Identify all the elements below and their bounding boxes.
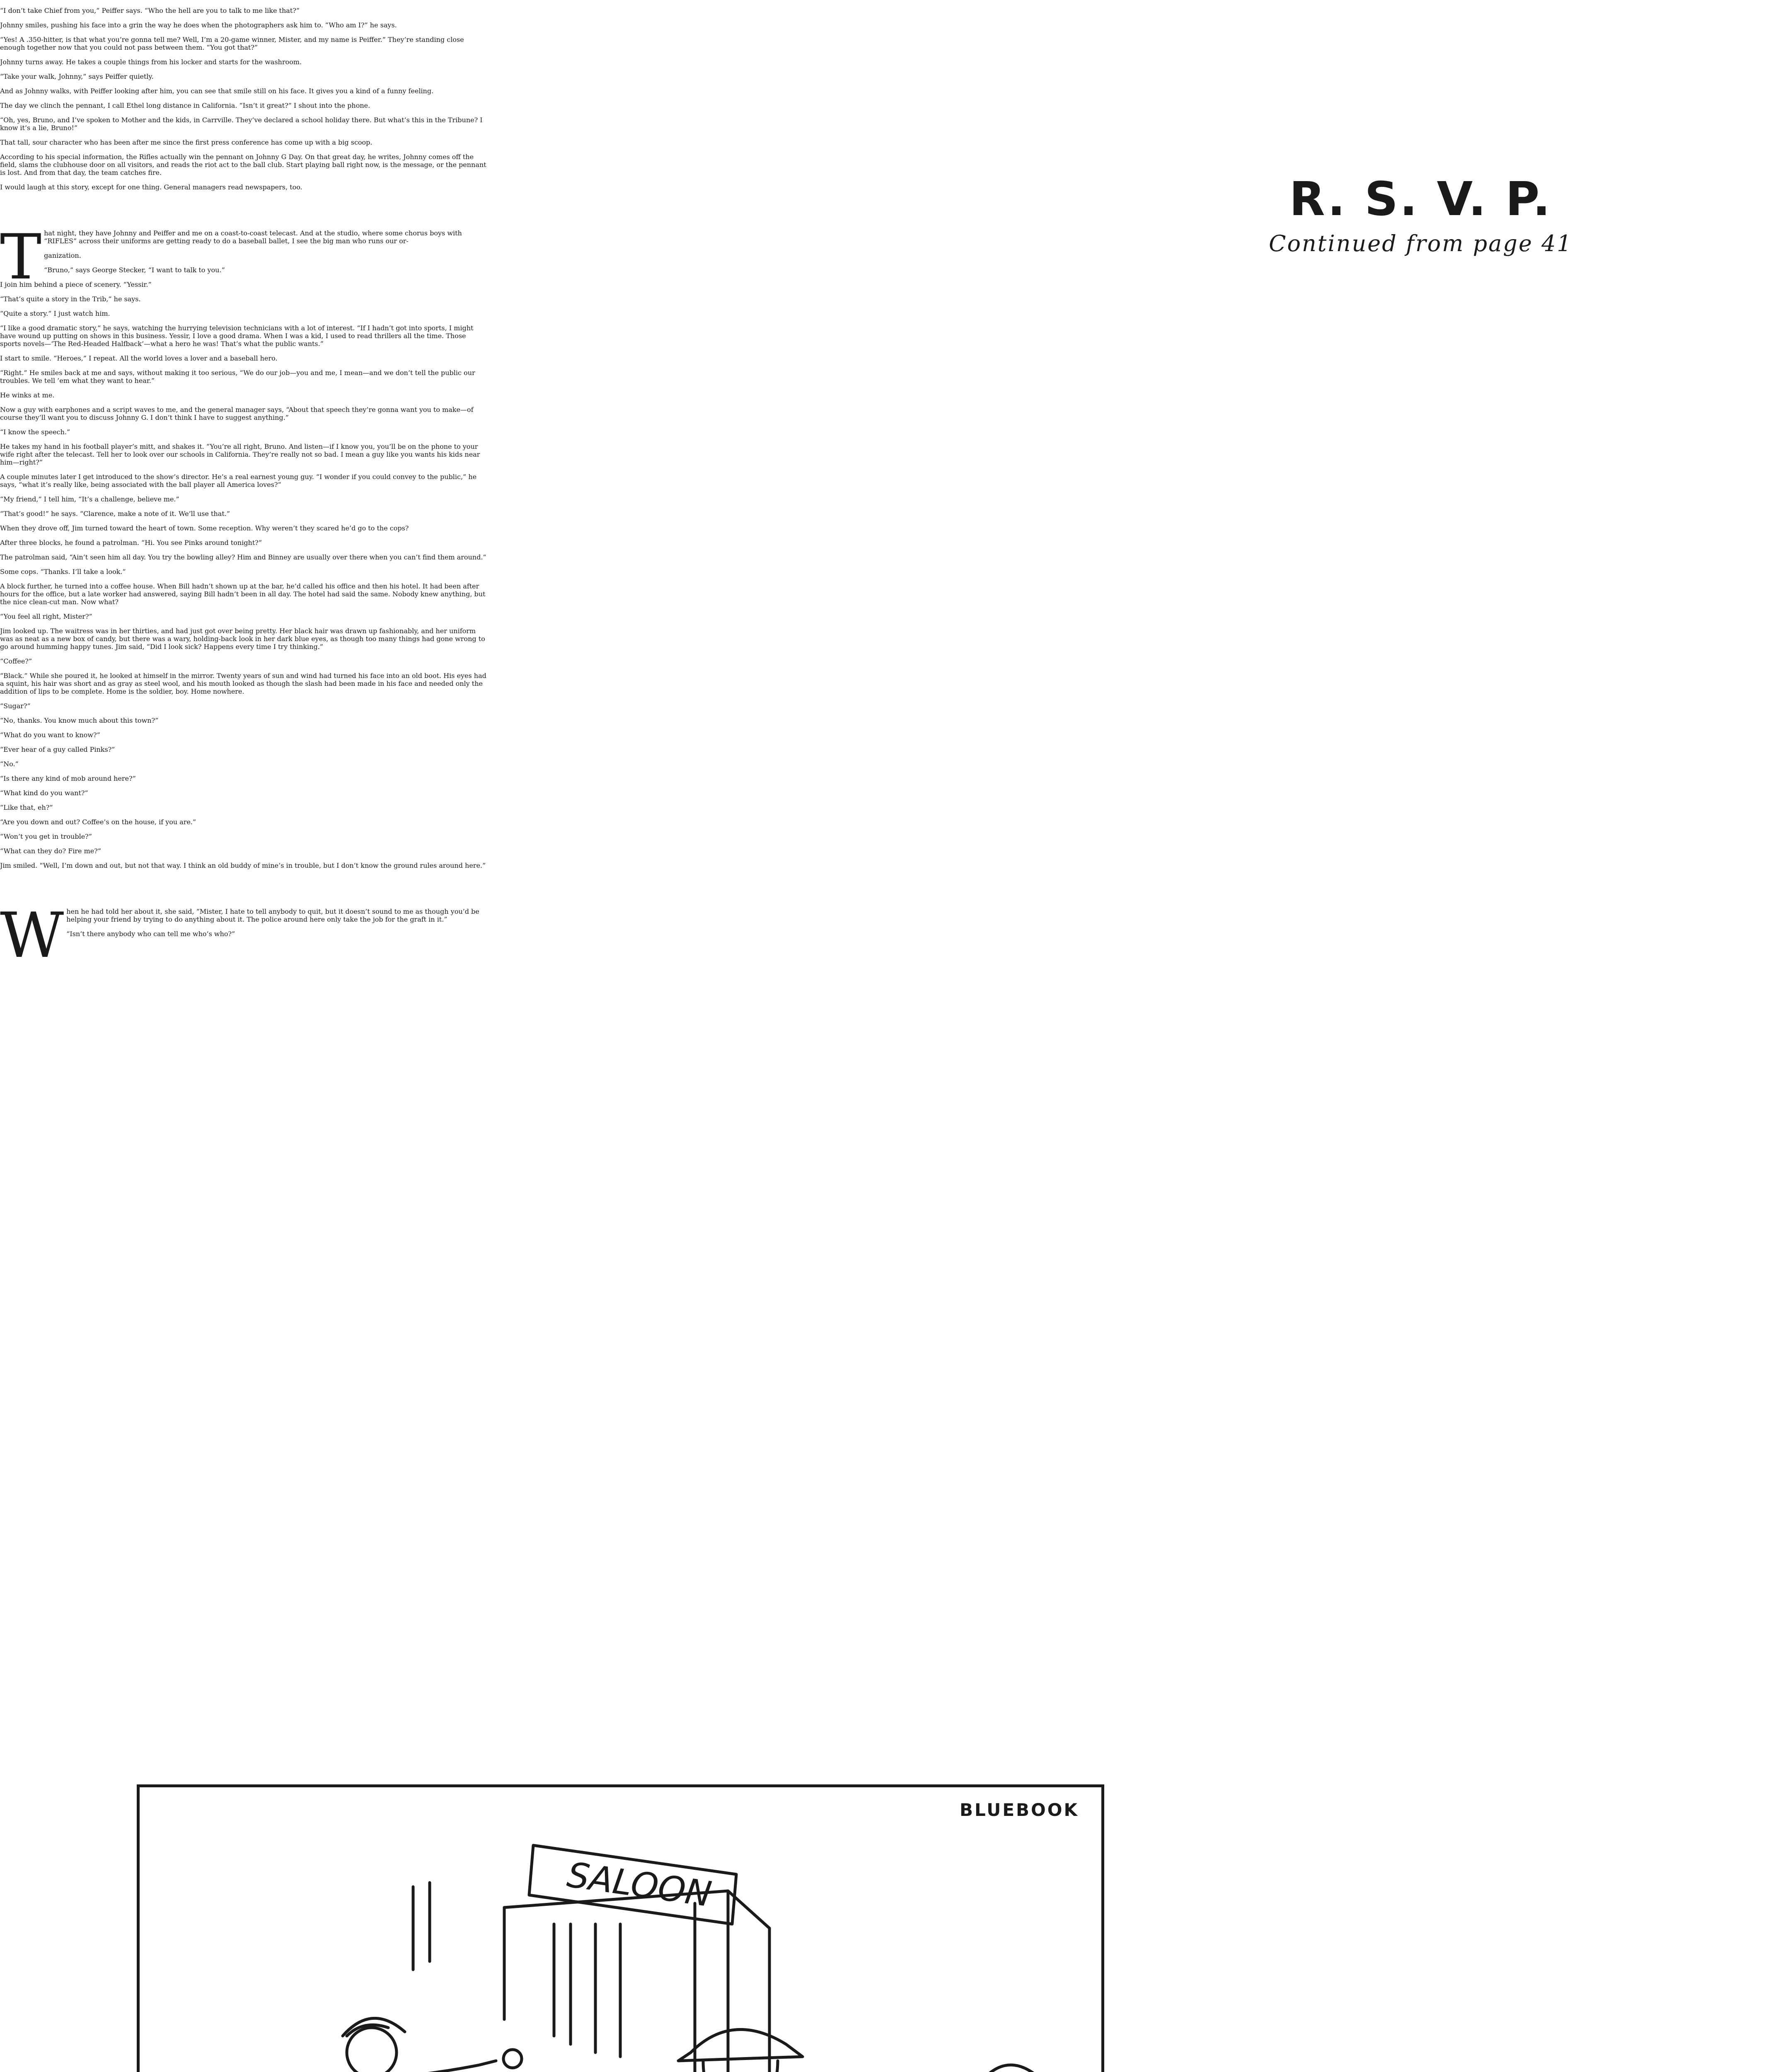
story-column-3 (0, 524, 487, 972)
paragraph: “Right.” He smiles back at me and says, without making it too serious, “We do our job—you and me, I mean—and we don’t tell the public our troubles. We tell ’em what they want to hear.” (0, 369, 475, 385)
paragraph: Johnny turns away. He takes a couple things from his locker and starts for the washroom. (0, 58, 302, 66)
paragraph-text: hat night, they have Johnny and Peiffer and me on a coast-to-coast telecast. And at the studio, where some chorus boys with “RIFLES” across their uniforms are getting ready to do a baseball ballet, I see the big man who runs our or- (44, 229, 462, 245)
cartoon-drawing (140, 1787, 1101, 2072)
outlaw-hat (972, 2065, 1051, 2072)
paragraph: “I don’t take Chief from you,” Peiffer says. “Who the hell are you to talk to me like that?” (0, 7, 300, 15)
paragraph: Some cops. “Thanks. I’ll take a look.” (0, 568, 126, 576)
paragraph: “That’s good!” he says. “Clarence, make a note of it. We’ll use that.” (0, 510, 230, 518)
paragraph: “Won’t you get in trouble?” (0, 833, 92, 840)
paragraph: According to his special information, the Rifles actually win the pennant on Johnny G Day. On that great day, he writes, Johnny comes off the field, slams the clubhouse door on all visitors, and reads the riot act to the ball club. Start playing ball right now, is the message, or the pennant is lost. And from that day, the team catches fire. (0, 153, 486, 177)
paragraph: I join him behind a piece of scenery. “Yessir.” (0, 281, 152, 288)
paragraph: A couple minutes later I get introduced to the show’s director. He’s a real earnest young guy. “I wonder if you could convey to the public,” he says, “what it’s really like, being associated with the ball player all America loves?” (0, 473, 477, 489)
saloon-sign: SALOON (564, 1854, 714, 1915)
paragraph: “That’s quite a story in the Trib,” he says. (0, 295, 141, 303)
paragraph-text: hen he had told her about it, she said, “Mister, I hate to tell anybody to quit, but it doesn’t sound to me as though you’d be helping your friend by trying to do anything about it. The police around here only take the job for the graft in it.” (66, 908, 479, 923)
magazine-credit: BLUEBOOK (959, 1800, 1079, 1820)
paragraph: “Yes! A .350-hitter, is that what you’re gonna tell me? Well, I’m a 20-game winner, Mister, and my name is Peiffer.” They’re standing close enough together now that you could not pass between them. “You got that?” (0, 36, 464, 51)
hitch-post (413, 1883, 430, 1970)
paragraph: I would laugh at this story, except for one thing. General managers read newspapers, too. (0, 183, 302, 191)
story-column-2 (0, 252, 487, 518)
paragraph: “Take your walk, Johnny,” says Peiffer quietly. (0, 73, 154, 80)
paragraph: “I know the speech.” (0, 428, 70, 436)
paragraph: I start to smile. “Heroes,” I repeat. All the world loves a lover and a baseball hero. (0, 354, 278, 362)
paragraph: The day we clinch the pennant, I call Ethel long distance in California. “Isn’t it great?” I shout into the phone. (0, 102, 370, 109)
cowboy-hat (678, 2029, 803, 2061)
paragraph: “Like that, eh?” (0, 804, 53, 811)
paragraph: “No, thanks. You know much about this town?” (0, 716, 159, 724)
paragraph: After three blocks, he found a patrolman. “Hi. You see Pinks around tonight?” (0, 539, 262, 547)
lady-arm (392, 2061, 496, 2072)
paragraph: That tall, sour character who has been after me since the first press conference has come up with a big scoop. (0, 138, 373, 146)
paragraph: “I like a good dramatic story,” he says, watching the hurrying television technicians with a lot of interest. “If I hadn’t got into sports, I might have wound up putting on shows in this business. Yessir, I love a good drama. When I was a kid, I used to read thrillers all the time. Those sports novels—‘The Red-Headed Halfback’—what a hero he was! That’s what the public wants.” (0, 324, 474, 348)
paragraph: “Quite a story.” I just watch him. (0, 310, 110, 317)
paragraph: “Bruno,” says George Stecker, “I want to talk to you.” (44, 266, 225, 274)
saloon-wall (504, 1891, 769, 2072)
paragraph: Now a guy with earphones and a script waves to me, and the general manager says, “About that speech they’re gonna want you to make—of course they’ll want you to discuss Johnny G. I don’t think I have to suggest anything.” (0, 406, 474, 421)
paragraph: “What do you want to know?” (0, 731, 100, 739)
paragraph: “Oh, yes, Bruno, and I’ve spoken to Mother and the kids, in Carrville. They’ve declared a school holiday there. But what’s this in the Tribune? I know it’s a lie, Bruno!” (0, 116, 483, 132)
paragraph: “Are you down and out? Coffee’s on the house, if you are.” (0, 818, 196, 826)
paragraph: “My friend,” I tell him, “It’s a challenge, believe me.” (0, 495, 179, 503)
paragraph: He takes my hand in his football player’s mitt, and shakes it. “You’re all right, Bruno. And listen—if I know you, you’ll be on the phone to your wife right after the telecast. Tell her to look over our schools in California. They’re really not so bad. I mean a guy like you wants his kids near him—right?” (0, 443, 480, 466)
story-title: R. S. V. P. (1289, 172, 1552, 226)
paragraph: ganization. (44, 252, 81, 259)
paragraph: “What can they do? Fire me?” (0, 847, 102, 855)
paragraph: Jim looked up. The waitress was in her thirties, and had just got over being pretty. Her black hair was drawn up fashionably, and her uniform was as neat as a new box of candy, but there was a wary, holding-back look in her dark blue eyes, as though too many things had gone wrong to go around humming happy tunes. Jim said, “Did I look sick? Happens every time I try thinking.” (0, 627, 485, 651)
paragraph: Jim smiled. “Well, I’m down and out, but not that way. I think an old buddy of mine’s in trouble, but I don’t know the ground rules around here.” (0, 862, 486, 869)
paragraph: A block further, he turned into a coffee house. When Bill hadn’t shown up at the bar, he’d called his office and then his hotel. It had been after hours for the office, but a late worker had answered, saying Bill hadn’t been in all day. The hotel had said the same. Nobody knew anything, but the nice clean-cut man. Now what? (0, 582, 486, 606)
paragraph: When they drove off, Jim turned toward the heart of town. Some reception. Why weren’t they scared he’d go to the cops? (0, 524, 409, 532)
lady-head (347, 2028, 397, 2072)
paragraph: And as Johnny walks, with Peiffer looking after him, you can see that smile still on his face. It gives you a kind of a funny feeling. (0, 87, 434, 95)
cartoon-illustration (137, 1784, 1104, 2072)
paragraph: “Sugar?” (0, 702, 31, 710)
paragraph: “Black.” While she poured it, he looked at himself in the mirror. Twenty years of sun and wind had turned his face into an old boot. His eyes had a squint, his hair was short and as gray as steel wool, and his mouth looked as though the slash had been made in his face and needed only the addition of lips to be complete. Home is the soldier, boy. Home nowhere. (0, 672, 486, 695)
paragraph: “Is there any kind of mob around here?” (0, 775, 136, 782)
drop-cap: T (0, 221, 42, 293)
continued-note: Continued from page 41 (1269, 230, 1572, 257)
drop-cap: W (0, 900, 64, 972)
saloon-door (554, 1924, 620, 2057)
paragraph: He winks at me. (0, 391, 55, 399)
lady-ring (503, 2050, 522, 2068)
paragraph: “What kind do you want?” (0, 789, 88, 797)
paragraph: “Coffee?” (0, 657, 32, 665)
paragraph: “You feel all right, Mister?” (0, 612, 92, 620)
paragraph: “No.” (0, 760, 19, 768)
cowboy-head (703, 2061, 778, 2072)
paragraph: The patrolman said, “Ain’t seen him all day. You try the bowling alley? Him and Binney are usually over there when you can’t find them around.” (0, 553, 486, 561)
paragraph: “Ever hear of a guy called Pinks?” (0, 746, 115, 753)
paragraph: “Isn’t there anybody who can tell me who’s who?” (66, 930, 235, 938)
paragraph: Johnny smiles, pushing his face into a grin the way he does when the photographers ask him to. “Who am I?” he says. (0, 21, 397, 29)
